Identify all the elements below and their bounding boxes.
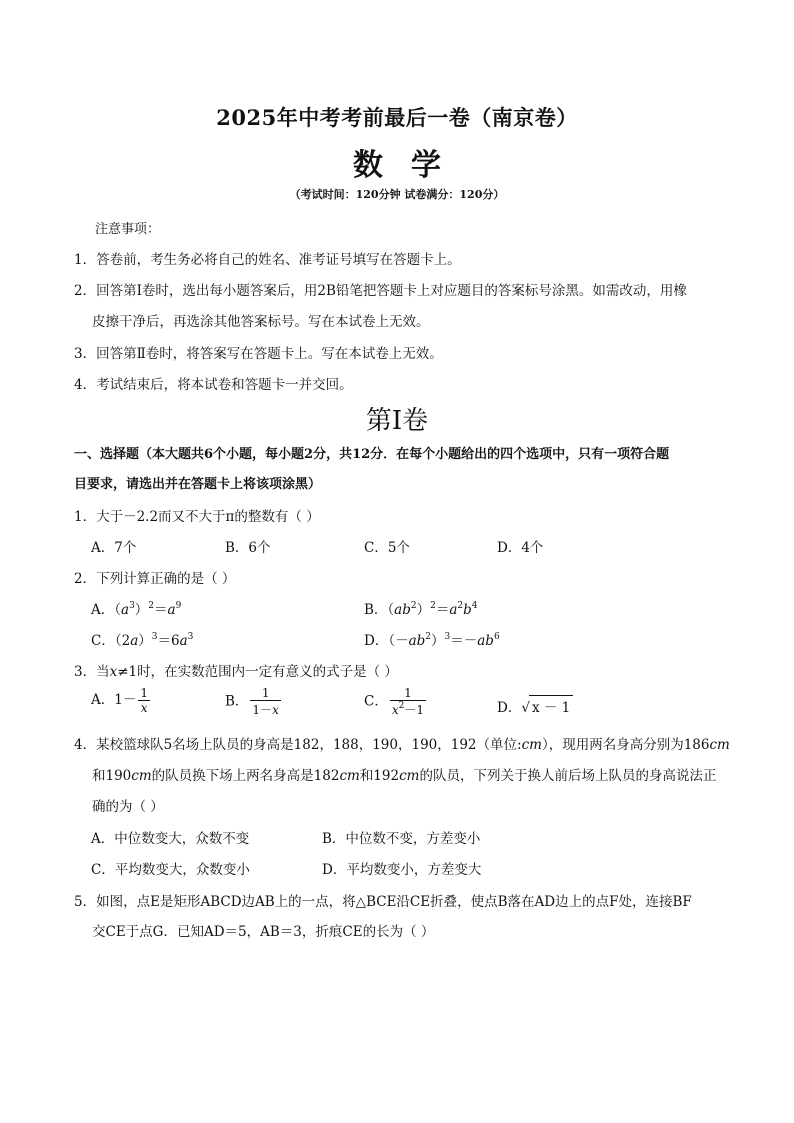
unit-text: cm [399,768,420,784]
question-2-option-a: A．$(a^3)^2=a^9$ [91,601,182,618]
unit-text: cm [521,737,542,753]
stem-text: ），现用两名身高分别为186 [541,737,710,753]
question-4-option-b: B．中位数不变，方差变小 [322,831,481,847]
notice-item-4: 4．考试结束后，将本试卷和答题卡一并交回。 [74,377,353,393]
question-4-option-a: A．中位数变大，众数不变 [91,831,250,847]
volume-title: 第Ⅰ卷 [365,406,429,436]
question-2-option-c: C．$(2a)^3=6a^3$ [91,632,194,649]
subject-title: 数学 [353,148,469,183]
question-4-option-d: D．平均数变小，方差变大 [322,862,482,878]
unit-text: cm [339,768,360,784]
option-label: B． [225,693,249,710]
question-3-option-b: B． $\frac{1}{1-x}$ [225,686,279,717]
stem-text: 和190 [92,768,132,784]
question-4-line-3: 确的为（ ） [92,799,164,815]
question-4-line-1 [74,733,730,753]
unit-text: cm [131,768,152,784]
option-label: A． [91,602,115,618]
exam-info: （考试时间：120分钟 试卷满分：120分） [289,188,505,201]
notice-item-3: 3．回答第Ⅱ卷时，将答案写在答题卡上。写在本试卷上无效。 [74,346,443,362]
question-1-stem: 1．大于－2.2而又不大于π的整数有（ ） [74,509,320,525]
question-3-option-a: A．1－ $\frac{1}{x}$ [91,686,148,715]
notice-item-1: 1．答卷前，考生务必将自己的姓名、准考证号填写在答题卡上。 [74,252,461,268]
question-3-stem [74,660,398,680]
stem-text: 的队员，下列关于换人前后场上队员的身高说法正 [419,768,717,784]
notice-heading: 注意事项： [95,222,161,237]
unit-text: cm [709,737,730,753]
question-2-option-d: D．$(-ab^2)^3=-ab^6$ [364,632,500,649]
question-1-option-b: B．6个 [225,540,271,556]
notice-item-2-cont: 皮擦干净后，再选涂其他答案标号。写在本试卷上无效。 [92,314,430,330]
option-label: C． [91,633,115,649]
question-3-option-c: C． $\frac{1}{x^2-1}$ [364,686,424,717]
stem-variable: x [109,664,118,680]
question-1-option-c: C．5个 [364,540,410,556]
stem-text: 和192 [359,768,400,784]
question-2-stem: 2．下列计算正确的是（ ） [74,571,236,587]
section-heading: 一、选择题（本大题共6个小题，每小题2分，共12分．在每个小题给出的四个选项中，只有一项符合题 [74,447,670,462]
question-1-option-d: D．4个 [497,540,544,556]
exam-title: 2025年中考考前最后一卷（南京卷） [216,105,578,130]
question-4-line-2 [92,764,716,784]
option-label: A． [91,692,115,708]
notice-item-2: 2．回答第Ⅰ卷时，选出每小题答案后，用2B铅笔把答题卡上对应题目的答案标号涂黑。如需改动，用橡 [74,283,687,299]
stem-text: ≠1时，在实数范围内一定有意义的式子是（ ） [117,664,398,680]
option-label: D． [497,700,522,716]
question-3-option-d: D．√ x － 1 [497,695,573,716]
stem-text: 的队员换下场上两名身高是182 [151,768,340,784]
option-label: D． [364,633,389,649]
stem-text: 4．某校篮球队5名场上队员的身高是182，188，190，190，192（单位: [74,737,522,753]
question-4-option-c: C．平均数变大，众数变小 [91,862,250,878]
stem-text: 3．当 [74,664,110,680]
option-label: C． [364,693,388,710]
question-1-option-a: A．7个 [91,540,137,556]
question-5-line-2: 交CE于点G．已知AD＝5，AB＝3，折痕CE的长为（ ） [92,924,435,940]
option-label: B． [364,602,388,618]
question-2-option-b: B．$(ab^2)^2=a^2b^4$ [364,601,478,618]
question-5-line-1: 5．如图，点E是矩形ABCD边AB上的一点，将△BCE沿CE折叠，使点B落在AD边上的点F处，连接BF [74,894,692,910]
section-heading-cont: 目要求，请选出并在答题卡上将该项涂黑） [74,477,322,492]
